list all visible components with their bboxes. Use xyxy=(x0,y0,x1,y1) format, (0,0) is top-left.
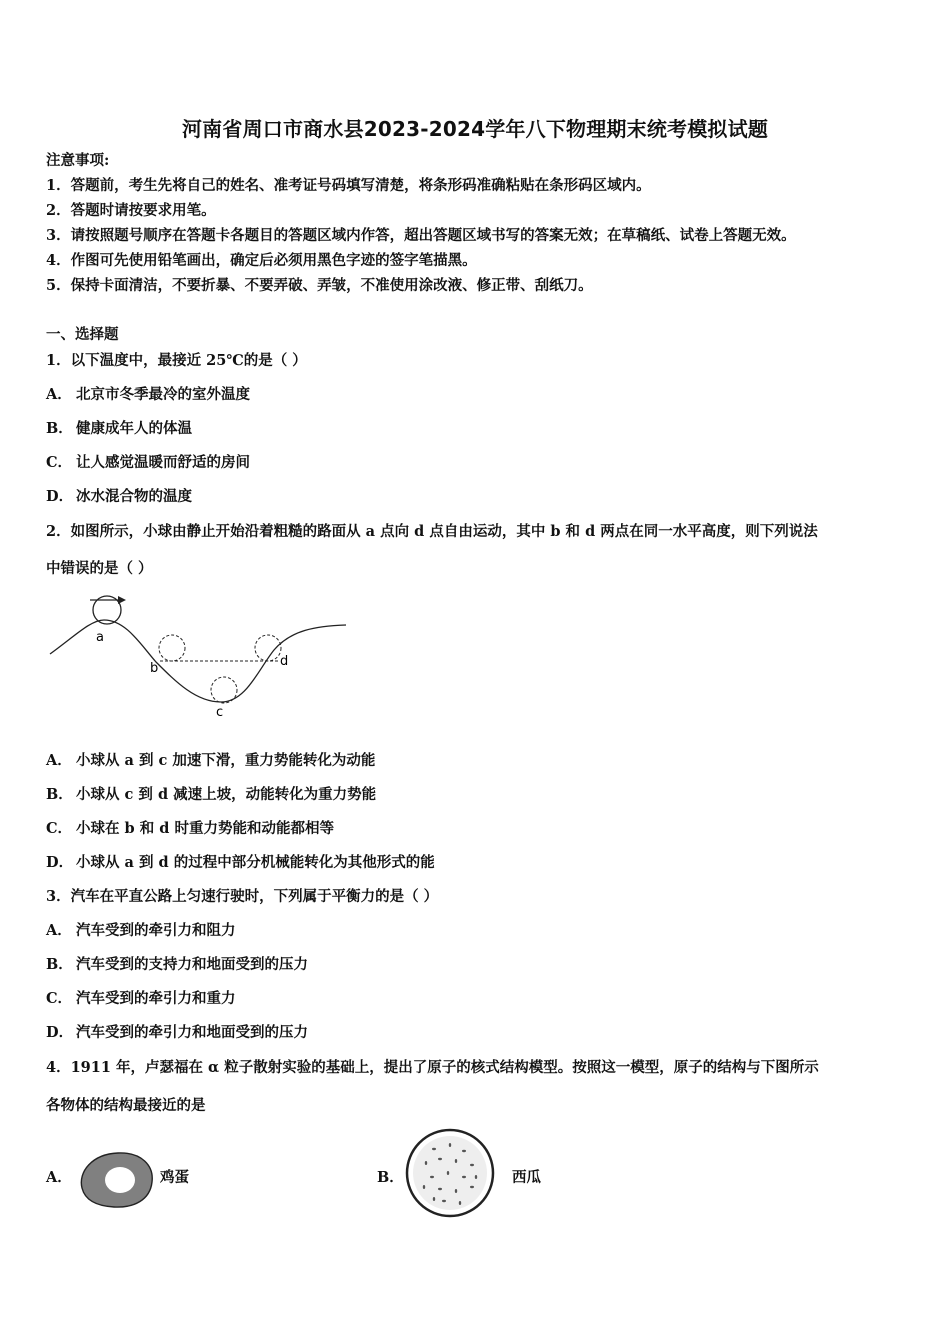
option-b: B． 小球从 c 到 d 减速上坡，动能转化为重力势能 xyxy=(46,786,377,803)
page-title: 河南省周口市商水县2023-2024学年八下物理期末统考模拟试题 xyxy=(181,117,769,141)
arrow-icon xyxy=(118,596,126,604)
egg-icon xyxy=(76,1150,156,1210)
question-stem-cont: 中错误的是（ ） xyxy=(46,560,153,577)
dashed-ball-icon xyxy=(211,677,237,703)
option-a-text: 鸡蛋 xyxy=(160,1169,189,1186)
option-a: A． 汽车受到的牵引力和阻力 xyxy=(46,922,236,939)
notice-item: 5．保持卡面清洁，不要折暴、不要弄破、弄皱，不准使用涂改液、修正带、刮纸刀。 xyxy=(46,277,593,294)
notice-heading: 注意事项: xyxy=(46,152,110,169)
dashed-ball-icon xyxy=(159,635,185,661)
option-b-label: B． xyxy=(377,1169,404,1186)
question-stem-cont: 各物体的结构最接近的是 xyxy=(46,1097,206,1114)
option-d: D． 小球从 a 到 d 的过程中部分机械能转化为其他形式的能 xyxy=(46,854,435,871)
question-stem: 1．以下温度中，最接近 25℃的是（ ） xyxy=(46,352,307,369)
question-stem: 4．1911 年，卢瑟福在 α 粒子散射实验的基础上，提出了原子的核式结构模型。按照这一模型，原子的结构与下图所示 xyxy=(46,1059,819,1076)
slope-figure xyxy=(46,590,356,725)
option-d: D． 汽车受到的牵引力和地面受到的压力 xyxy=(46,1024,308,1041)
label-b: b xyxy=(150,661,159,676)
option-c: C． 让人感觉温暖而舒适的房间 xyxy=(46,454,250,471)
notice-item: 1．答题前，考生先将自己的姓名、准考证号码填写清楚，将条形码准确粘贴在条形码区域内。 xyxy=(46,177,651,194)
option-a: A． 小球从 a 到 c 加速下滑，重力势能转化为动能 xyxy=(46,752,376,769)
option-a: A． 北京市冬季最冷的室外温度 xyxy=(46,386,250,403)
option-b: B． 健康成年人的体温 xyxy=(46,420,192,437)
watermelon-icon xyxy=(404,1127,496,1219)
option-c: C． 小球在 b 和 d 时重力势能和动能都相等 xyxy=(46,820,334,837)
option-b-text: 西瓜 xyxy=(512,1169,541,1186)
notice-item: 4．作图可先使用铅笔画出，确定后必须用黑色字迹的签字笔描黑。 xyxy=(46,252,477,269)
option-d: D． 冰水混合物的温度 xyxy=(46,488,192,505)
question-stem: 3．汽车在平直公路上匀速行驶时，下列属于平衡力的是（ ） xyxy=(46,888,439,905)
question-stem: 2．如图所示，小球由静止开始沿着粗糙的路面从 a 点向 d 点自由运动，其中 b 和 d 两点在同一水平高度，则下列说法 xyxy=(46,523,818,540)
notice-item: 2．答题时请按要求用笔。 xyxy=(46,202,216,219)
notice-item: 3．请按照题号顺序在答题卡各题目的答题区域内作答，超出答题区域书写的答案无效；在草稿纸、试卷上答题无效。 xyxy=(46,227,796,244)
label-a: a xyxy=(96,630,104,645)
label-c: c xyxy=(216,705,224,720)
option-a-label: A． xyxy=(46,1169,72,1186)
section-heading: 一、选择题 xyxy=(46,326,119,343)
option-b: B． 汽车受到的支持力和地面受到的压力 xyxy=(46,956,308,973)
label-d: d xyxy=(280,654,289,669)
option-c: C． 汽车受到的牵引力和重力 xyxy=(46,990,236,1007)
dashed-ball-icon xyxy=(255,635,281,661)
